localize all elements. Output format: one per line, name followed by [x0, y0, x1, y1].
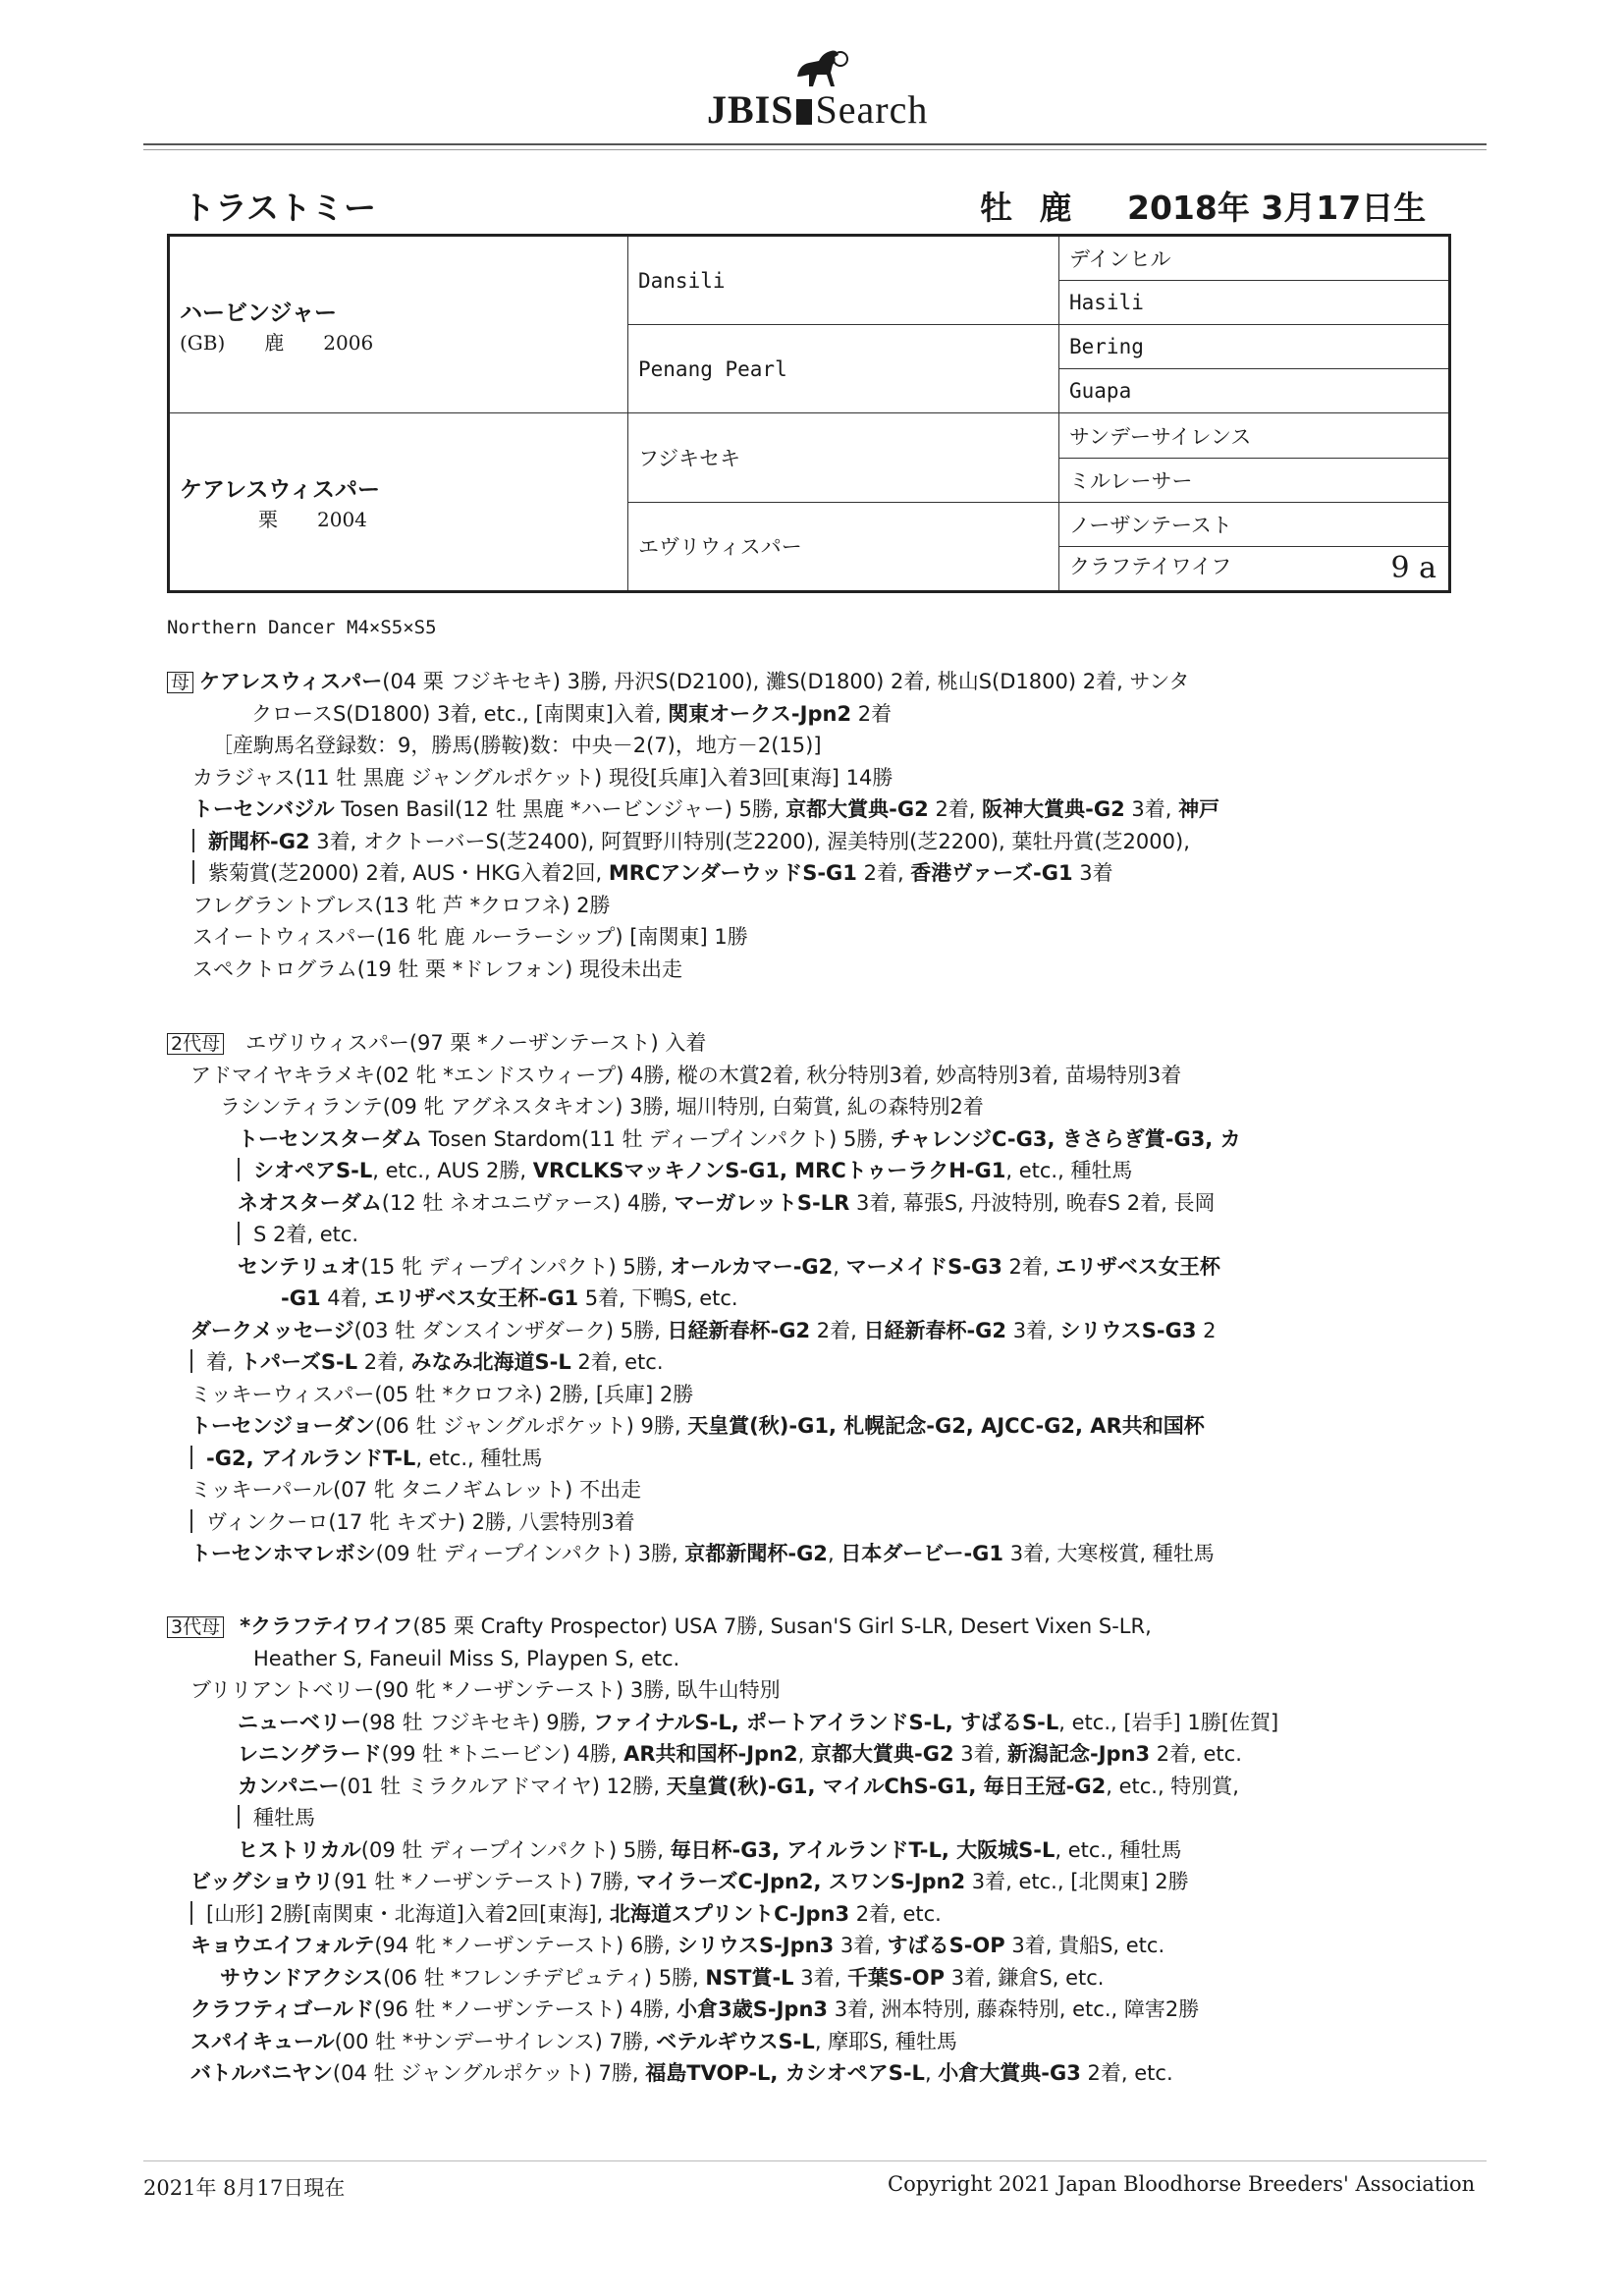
- progeny-line: ラシンティランテ(09 牝 アグネスタキオン) 3勝, 堀川特別, 白菊賞, 糺の森特別2着: [220, 1095, 984, 1119]
- progeny-line: 2着,: [856, 861, 911, 885]
- dam-name-text: ケアレスウィスパー: [199, 670, 383, 693]
- progeny-line: , etc., 種牡馬: [415, 1446, 543, 1470]
- progeny-name: サウンドアクシス: [220, 1965, 384, 1990]
- pedigree-sire: [169, 236, 628, 413]
- dam-line: (04 栗 フジキセキ) 3勝, 丹沢S(D2100), 灘S(D1800) 2着, 桃山S(D1800) 2着, サンタ: [382, 670, 1190, 693]
- race-bold: エリザベス女王杯-G1: [373, 1286, 579, 1310]
- race-bold: 毎日杯-G3, アイルランドT-L, 大阪城S-L: [670, 1837, 1056, 1862]
- indent-bar: [190, 1901, 192, 1925]
- race-bold: ファイナルS-L, ポートアイランドS-L, すばるS-L: [593, 1710, 1059, 1734]
- progeny-name: キョウエイフォルテ: [190, 1934, 375, 1957]
- footer-date: 2021年 8月17日現在: [143, 2176, 346, 2200]
- race-bold: VRCLKSマッキノンS-G1, MRCトゥーラクH-G1: [532, 1159, 1006, 1182]
- progeny-line: 着,: [206, 1350, 241, 1374]
- progeny-name: センテリュオ: [238, 1254, 361, 1279]
- progeny-line: (91 牡 *ノーザンテースト) 7勝,: [333, 1870, 636, 1893]
- indent-bar: [238, 1222, 240, 1245]
- race-bold: みなみ北海道S-L: [410, 1350, 571, 1374]
- pedigree-sire-sire: Dansili: [628, 236, 1059, 325]
- race-bold: すばるS-OP: [887, 1934, 1005, 1957]
- progeny-line: 2着,: [1001, 1254, 1056, 1279]
- race-bold: シリウスS-G3: [1059, 1318, 1197, 1342]
- progeny-line: (12 牡 ネオユニヴァース) 4勝,: [381, 1190, 675, 1215]
- dam-line-bold: 関東オークス-Jpn2: [668, 701, 852, 726]
- progeny-line: (06 牡 ジャングルポケット) 9勝,: [374, 1414, 688, 1438]
- progeny-line: 3着, 幕張S, 丹波特別, 晩春S 2着, 長岡: [849, 1190, 1216, 1215]
- progeny-name: ニューベリー: [238, 1710, 361, 1734]
- progeny-line: (00 牡 *サンデーサイレンス) 7勝,: [334, 2029, 657, 2053]
- race-bold: NST賞-L: [705, 1965, 794, 1990]
- progeny-line: , etc., AUS 2勝,: [372, 1159, 533, 1182]
- race-bold: 千葉S-OP: [846, 1965, 946, 1990]
- progeny-line: 3着,: [953, 1742, 1007, 1766]
- progeny-name: トーセンバジル: [192, 797, 335, 821]
- second-dam-tag: 2代母: [167, 1033, 224, 1055]
- dam-line: 2着: [851, 701, 893, 726]
- pedigree-dam-sire: フジキセキ: [628, 413, 1059, 502]
- progeny-line: (03 牡 ダンスインザダーク) 5勝,: [353, 1318, 668, 1342]
- dam-section: [167, 666, 1414, 985]
- race-bold: 天皇賞(秋)-G1, マイルChS-G1, 毎日王冠-G2: [666, 1774, 1107, 1798]
- progeny-name: レニングラード: [238, 1742, 382, 1766]
- progeny-line: フレグラントブレス(13 牝 芦 *クロフネ) 2勝: [192, 893, 611, 917]
- dam-line: クロースS(D1800) 3着, etc., [南関東]入着,: [251, 701, 669, 726]
- inbreeding-note: Northern Dancer M4×S5×S5: [167, 617, 437, 638]
- progeny-line: 2着,: [928, 797, 983, 821]
- horse-logo-icon: [791, 47, 850, 90]
- pedigree-table: [167, 234, 1451, 593]
- race-bold: 阪神大賞典-G2: [982, 797, 1125, 821]
- progeny-line: ,: [797, 1742, 812, 1766]
- progeny-line: (96 牡 *ノーザンテースト) 4勝,: [373, 1997, 677, 2021]
- header-rule-thin: [143, 149, 1487, 150]
- progeny-line: 5着, 下鴨S, etc.: [578, 1286, 738, 1310]
- progeny-name: スパイキュール: [190, 2029, 335, 2053]
- progeny-line: 3着, etc., [北関東] 2勝: [965, 1870, 1189, 1893]
- progeny-name: カンパニー: [238, 1774, 340, 1798]
- sire-info: (GB) 鹿 2006: [180, 330, 374, 355]
- progeny-line: ミッキーウィスパー(05 牡 *クロフネ) 2勝, [兵庫] 2勝: [190, 1382, 694, 1406]
- jbis-search-logo: [707, 86, 928, 133]
- dam-info: 栗 2004: [180, 508, 367, 532]
- progeny-line: (98 牡 フジキセキ) 9勝,: [361, 1710, 594, 1734]
- race-bold: オールカマー-G2: [670, 1254, 834, 1279]
- footer-copyright: Copyright 2021 Japan Bloodhorse Breeders' Association: [888, 2172, 1476, 2196]
- third-dam-line: (85 栗 Crafty Prospector) USA 7勝,: [412, 1614, 771, 1638]
- progeny-line: (99 牡 *トニービン) 4勝,: [381, 1742, 624, 1766]
- race-bold: 天皇賞(秋)-G1, 札幌記念-G2, AJCC-G2, AR共和国杯: [687, 1414, 1205, 1438]
- race-bold: 小倉3歳S-Jpn3: [677, 1997, 829, 2021]
- pedigree-dam-dam: エヴリウィスパー: [628, 502, 1059, 591]
- race-bold: シリウスS-Jpn3: [677, 1934, 835, 1957]
- footer-rule: [143, 2160, 1487, 2161]
- progeny-line: ミッキーパール(07 牝 タニノギムレット) 不出走: [190, 1478, 641, 1502]
- progeny-line: (09 牡 ディープインパクト) 3勝,: [375, 1542, 685, 1565]
- progeny-line: Tosen Stardom(11 牡 ディープインパクト) 5勝,: [421, 1126, 891, 1151]
- progeny-line: 3着, 大寒桜賞, 種牡馬: [1003, 1542, 1215, 1565]
- logo-divider: [796, 99, 812, 125]
- pedigree-ssd: Hasili: [1059, 281, 1450, 325]
- progeny-line: 2着, etc.: [570, 1350, 664, 1374]
- horse-name: トラストミー: [183, 189, 377, 227]
- progeny-line: (01 牡 ミラクルアドマイヤ) 12勝,: [339, 1774, 667, 1798]
- race-bold: 京都新聞杯-G2: [684, 1542, 828, 1565]
- pedigree-ddd: [1059, 546, 1450, 591]
- second-dam-section: [167, 1027, 1414, 1570]
- race-bold: トパーズS-L: [240, 1350, 358, 1374]
- pedigree-dsd: ミルレーサー: [1059, 458, 1450, 502]
- race-bold: 北海道スプリントC-Jpn3: [609, 1901, 850, 1926]
- race-bold: 日経新春杯-G2: [863, 1318, 1007, 1342]
- progeny-line: 3着,: [834, 1934, 888, 1957]
- indent-bar: [192, 860, 194, 884]
- progeny-name: バトルバニヤン: [190, 2061, 333, 2085]
- indent-bar: [190, 1446, 192, 1469]
- progeny-line: (94 牝 *ノーザンテースト) 6勝,: [374, 1934, 677, 1957]
- logo-jbis: JBIS: [707, 87, 794, 132]
- progeny-line: 3着, 洲本特別, 藤森特別, etc., 障害2勝: [828, 1997, 1200, 2021]
- progeny-name: ダークメッセージ: [190, 1318, 354, 1342]
- dam-name: ケアレスウィスパー: [180, 477, 381, 504]
- horse-sex-color: 牡 鹿: [980, 189, 1080, 227]
- progeny-name: トーセンホマレボシ: [190, 1542, 376, 1565]
- race-bold: エリザベス女王杯: [1056, 1254, 1220, 1279]
- race-bold: 京都大賞典-G2: [811, 1742, 954, 1766]
- progeny-line: カラジャス(11 牡 黒鹿 ジャングルポケット) 現役[兵庫]入着3回[東海] 14勝: [192, 765, 893, 790]
- race-bold: 日本ダービー-G1: [840, 1542, 1004, 1565]
- race-bold: 日経新春杯-G2: [667, 1318, 811, 1342]
- progeny-line: , 摩耶S, 種牡馬: [814, 2029, 957, 2053]
- progeny-line: 2着,: [810, 1318, 864, 1342]
- progeny-line: 2着, etc.: [1080, 2061, 1173, 2085]
- pedigree-dss: サンデーサイレンス: [1059, 413, 1450, 458]
- progeny-name: ビッグショウリ: [190, 1870, 334, 1893]
- indent-bar: [190, 1509, 192, 1533]
- progeny-line: ,: [833, 1254, 846, 1279]
- progeny-line: (04 牡 ジャングルポケット) 7勝,: [332, 2061, 646, 2085]
- race-text: Susan'S Girl S-LR, Desert Vixen S-LR: [770, 1614, 1146, 1638]
- sire-name: ハービンジャー: [180, 300, 337, 326]
- progeny-line: 紫菊賞(芝2000) 2着, AUS・HKG入着2回,: [208, 861, 609, 885]
- race-bold: 小倉大賞典-G3: [938, 2061, 1081, 2085]
- progeny-line: 3着,: [793, 1965, 847, 1990]
- third-dam-name: *クラフテイワイフ: [240, 1614, 413, 1638]
- pedigree-sss: デインヒル: [1059, 236, 1450, 281]
- progeny-name: クラフティゴールド: [190, 1997, 374, 2021]
- race-bold: マーガレットS-LR: [674, 1190, 850, 1215]
- progeny-line: 3着, 鎌倉S, etc.: [945, 1965, 1105, 1990]
- progeny-line: 3着,: [1124, 797, 1179, 821]
- pedigree-sds: Bering: [1059, 325, 1450, 369]
- progeny-line: 2着,: [357, 1350, 411, 1374]
- progeny-line: (15 牝 ディープインパクト) 5勝,: [360, 1254, 671, 1279]
- progeny-line: [山形] 2勝[南関東・北海道]入着2回[東海],: [206, 1901, 610, 1926]
- dam-produce-stats: ［産駒馬名登録数：9，勝馬(勝鞍)数：中央－2(7)，地方－2(15)]: [212, 734, 822, 757]
- progeny-line: (06 牡 *フレンチデピュティ) 5勝,: [383, 1965, 706, 1990]
- progeny-line: Tosen Basil(12 牡 黒鹿 *ハービンジャー) 5勝,: [334, 797, 786, 821]
- progeny-line: ,: [924, 2061, 939, 2085]
- race-bold: 神戸: [1178, 797, 1220, 821]
- race-bold: MRCアンダーウッドS-G1: [608, 861, 857, 885]
- race-bold: チャレンジC-G3, きさらぎ賞-G3, カ: [890, 1126, 1241, 1151]
- pedigree-dam: [169, 413, 628, 592]
- progeny-line: ブリリアントベリー(90 牝 *ノーザンテースト) 3勝, 臥牛山特別: [190, 1678, 781, 1702]
- race-bold: シオペアS-L: [253, 1159, 373, 1182]
- progeny-line: アドマイヤキラメキ(02 牝 *エンドスウィープ) 4勝, 樅の木賞2着, 秋分特別3着, 妙高特別3着, 苗場特別3着: [190, 1063, 1182, 1087]
- progeny-line: ヴィンクーロ(17 牝 キズナ) 2勝, 八雲特別3着: [206, 1509, 635, 1534]
- indent-bar: [238, 1805, 240, 1829]
- third-dam-line: ,: [1145, 1614, 1152, 1638]
- race-bold: AR共和国杯-Jpn2: [623, 1742, 798, 1766]
- indent-bar: [190, 1349, 192, 1373]
- family-number: 9 a: [1390, 551, 1436, 586]
- progeny-line: 4着,: [320, 1286, 374, 1310]
- progeny-line: 3着: [1072, 861, 1113, 885]
- progeny-line: 2着, etc.: [849, 1901, 942, 1926]
- race-bold: マイラーズC-Jpn2, スワンS-Jpn2: [636, 1870, 966, 1893]
- race-bold: -G1: [281, 1286, 321, 1310]
- progeny-line: , etc., 種牡馬: [1055, 1837, 1182, 1862]
- third-dam-section: [167, 1611, 1414, 2090]
- progeny-line: 2着, etc.: [1150, 1742, 1242, 1766]
- pedigree-dds: ノーザンテースト: [1059, 502, 1450, 546]
- indent-bar: [238, 1158, 240, 1181]
- header-rule: [143, 143, 1487, 145]
- progeny-line: , etc., 種牡馬: [1005, 1159, 1133, 1182]
- race-bold: -G2, アイルランドT-L: [206, 1446, 416, 1470]
- pedigree-sire-dam: Penang Pearl: [628, 325, 1059, 413]
- pedigree-ddd-name: クラフテイワイフ: [1069, 555, 1232, 579]
- progeny-line: 3着,: [1006, 1318, 1060, 1342]
- dam-tag: 母: [167, 672, 193, 693]
- logo-search: Search: [815, 87, 929, 132]
- progeny-line: 種牡馬: [253, 1806, 315, 1830]
- race-bold: ベテルギウスS-L: [656, 2029, 815, 2053]
- progeny-line: 3着, オクトーバーS(芝2400), 阿賀野川特別(芝2200), 渥美特別(芝2200), 葉牡丹賞(芝2000),: [309, 829, 1190, 853]
- progeny-line: ,: [827, 1542, 841, 1565]
- progeny-name: ネオスターダム: [238, 1190, 382, 1215]
- race-bold: 福島TVOP-L, カシオペアS-L: [645, 2061, 925, 2085]
- third-dam-tag: 3代母: [167, 1616, 224, 1638]
- progeny-name: トーセンスターダム: [238, 1126, 422, 1151]
- horse-birthdate: 2018年 3月17日生: [1127, 189, 1427, 227]
- progeny-name: トーセンジョーダン: [190, 1414, 375, 1438]
- second-dam-line: エヴリウィスパー(97 栗 *ノーザンテースト) 入着: [245, 1031, 707, 1055]
- race-bold: 香港ヴァーズ-G1: [910, 861, 1073, 885]
- race-bold: 新聞杯-G2: [208, 829, 310, 853]
- third-dam-line: Heather S, Faneuil Miss S, Playpen S, etc.: [253, 1646, 680, 1670]
- race-bold: 新潟記念-Jpn3: [1006, 1742, 1151, 1766]
- indent-bar: [192, 829, 194, 852]
- progeny-line: , etc., [岩手] 1勝[佐賀]: [1058, 1710, 1279, 1734]
- progeny-name: ヒストリカル: [238, 1837, 361, 1862]
- pedigree-sdd: Guapa: [1059, 369, 1450, 413]
- progeny-line: 2: [1196, 1318, 1217, 1342]
- progeny-line: 3着, 貴船S, etc.: [1004, 1934, 1165, 1957]
- progeny-line: S 2着, etc.: [253, 1223, 359, 1246]
- progeny-line: , etc., 特別賞,: [1106, 1774, 1239, 1798]
- race-bold: 京都大賞典-G2: [785, 797, 929, 821]
- progeny-line: スイートウィスパー(16 牝 鹿 ルーラーシップ) [南関東] 1勝: [192, 925, 748, 949]
- progeny-line: (09 牡 ディープインパクト) 5勝,: [360, 1837, 671, 1862]
- race-bold: マーメイドS-G3: [845, 1254, 1002, 1279]
- progeny-line: スペクトログラム(19 牡 栗 *ドレフォン) 現役未出走: [192, 957, 683, 981]
